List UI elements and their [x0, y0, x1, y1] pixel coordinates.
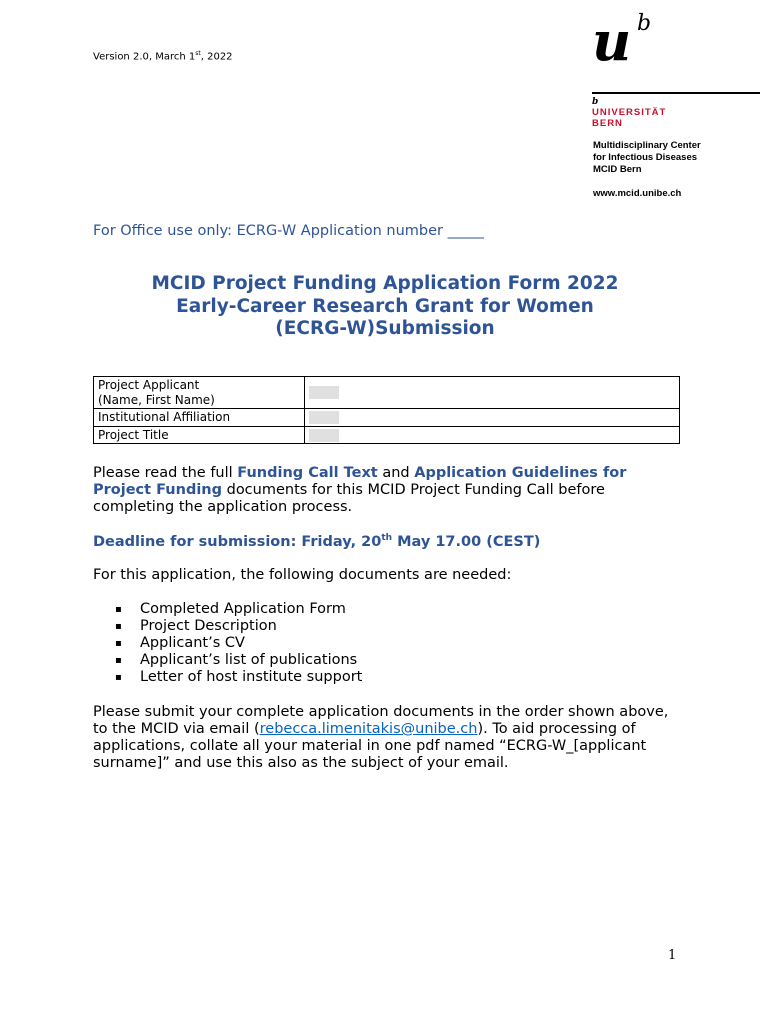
label-applicant: Project Applicant	[98, 378, 200, 392]
header-rule	[592, 92, 760, 94]
applicant-name-field[interactable]	[305, 377, 680, 409]
form-field-box[interactable]	[309, 429, 339, 442]
list-item-text: Applicant’s list of publications	[140, 652, 358, 668]
intro-text: documents for this MCID Project Funding Call before completing the application process.	[93, 482, 605, 515]
logo-u: u	[592, 9, 632, 68]
affiliation-field[interactable]	[305, 409, 680, 427]
submit-text: Please submit your complete application documents in the order shown above, to the MCID via email (	[93, 704, 669, 737]
university-logo	[592, 8, 662, 68]
page-title	[93, 273, 677, 341]
funding-call-text-ref: Funding Call Text	[237, 465, 378, 481]
documents-list	[93, 601, 362, 686]
table-label	[94, 377, 305, 409]
table-label: Project Title	[94, 426, 305, 444]
list-item	[93, 618, 362, 635]
intro-text: Please read the full	[93, 465, 238, 481]
list-item-text: Completed Application Form	[140, 601, 346, 617]
form-field-box[interactable]	[309, 411, 339, 424]
table-label: Institutional Affiliation	[94, 409, 305, 427]
university-block	[592, 92, 760, 129]
website: www.mcid.unibe.ch	[593, 188, 682, 199]
version-sup: st	[195, 50, 201, 57]
guidelines-ref: Application Guidelines for Project Funding	[93, 465, 627, 498]
applicant-table	[93, 376, 680, 444]
list-item	[93, 635, 362, 652]
version-line	[93, 50, 233, 62]
documents-intro: For this application, the following documents are needed:	[93, 567, 512, 583]
uni-name-line2: BERN	[592, 117, 623, 129]
table-row	[94, 426, 680, 444]
uni-b-mark: b	[592, 96, 599, 107]
label-applicant-sub: (Name, First Name)	[98, 392, 215, 407]
uni-name-line1: UNIVERSITÄT	[592, 106, 667, 118]
table-row	[94, 409, 680, 427]
version-year: , 2022	[200, 51, 233, 63]
submit-text: ). To aid processing of applications, collate all your material in one pdf named “ECRG-W_[applicant surname]” and use this also as the subject of your email.	[93, 721, 647, 771]
project-title-field[interactable]	[305, 426, 680, 444]
submit-paragraph	[93, 704, 683, 772]
center-line3: MCID Bern	[593, 164, 642, 175]
center-line2: for Infectious Diseases	[593, 152, 698, 163]
center-info	[593, 140, 701, 176]
title-line2: Early-Career Research Grant for Women	[176, 295, 594, 317]
logo-b: b	[637, 11, 652, 36]
title-line1: MCID Project Funding Application Form 2022	[151, 273, 619, 294]
title-line3: (ECRG-W)Submission	[275, 318, 495, 339]
deadline	[93, 533, 540, 550]
deadline-time: May 17.00 (CEST)	[392, 533, 541, 550]
list-item	[93, 669, 362, 686]
intro-paragraph	[93, 465, 683, 516]
bullet-icon: ▪	[115, 621, 122, 632]
bullet-icon: ▪	[115, 638, 122, 649]
list-item-text: Letter of host institute support	[140, 669, 363, 685]
bullet-icon: ▪	[115, 655, 122, 666]
deadline-sup: th	[381, 533, 393, 543]
version-text: Version 2.0, March 1	[93, 51, 196, 63]
center-line1: Multidisciplinary Center	[593, 140, 701, 151]
table-row	[94, 377, 680, 409]
list-item	[93, 652, 362, 669]
list-item	[93, 601, 362, 618]
list-item-text: Applicant’s CV	[140, 635, 245, 651]
bullet-icon: ▪	[115, 672, 122, 683]
office-use-line: For Office use only: ECRG-W Application number _____	[93, 223, 484, 239]
list-item-text: Project Description	[140, 618, 277, 634]
deadline-text: Deadline for submission: Friday, 20	[93, 533, 382, 550]
page-number: 1	[668, 948, 677, 963]
email-link[interactable]: rebecca.limenitakis@unibe.ch	[259, 721, 478, 737]
bullet-icon: ▪	[115, 604, 122, 615]
form-field-box[interactable]	[309, 386, 339, 399]
intro-text: and	[377, 465, 415, 481]
